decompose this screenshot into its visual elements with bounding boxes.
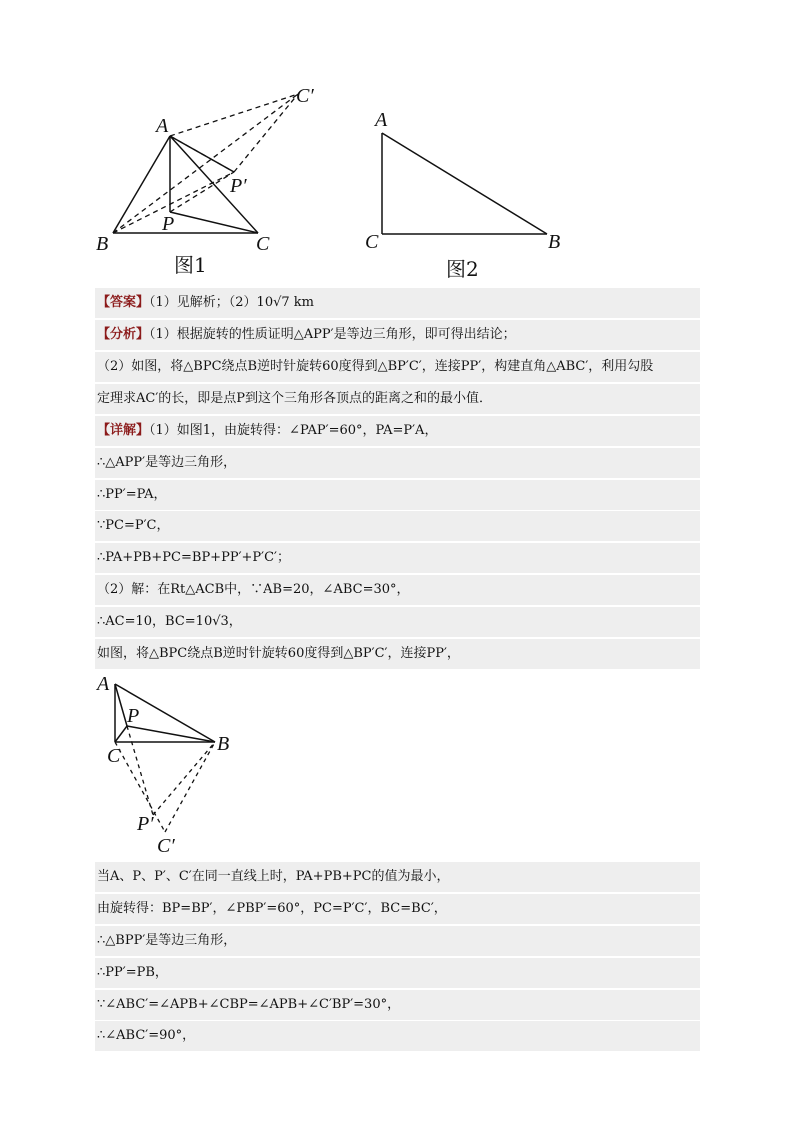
figure-2	[360, 100, 580, 285]
detail-line-12: ∴PP′=PB，	[95, 958, 700, 988]
analysis-line-2: （2）如图，将△BPC绕点B逆时针旋转60度得到△BP′C′，连接PP′，构建直角△ABC′，利用勾股	[95, 352, 700, 382]
detail-line-8: 如图，将△BPC绕点B逆时针旋转60度得到△BP′C′，连接PP′，	[95, 639, 700, 669]
detail-line-13: ∵∠ABC′=∠APB+∠CBP=∠APB+∠C′BP′=30°，	[95, 990, 700, 1020]
fig3-label-B: B	[217, 733, 230, 755]
fig1-label-Pp: P′	[230, 175, 247, 197]
fig1-label-C: C	[256, 233, 270, 255]
detail-line-14: ∴∠ABC′=90°，	[95, 1021, 700, 1051]
detail-line-5: ∴PA+PB+PC=BP+PP′+P′C′；	[95, 543, 700, 573]
analysis-line-3: 定理求AC′的长，即是点P到这个三角形各顶点的距离之和的最小值．	[95, 384, 700, 414]
fig2-label-C: C	[365, 231, 379, 253]
fig2-caption: 图2	[446, 257, 479, 281]
detail-line-11: ∴△BPP′是等边三角形，	[95, 926, 700, 956]
analysis-line-1: 【分析】（1）根据旋转的性质证明△APP′是等边三角形，即可得出结论；	[95, 320, 700, 350]
detail-line-7: ∴AC=10，BC=10√3，	[95, 607, 700, 637]
detail-line-10: 由旋转得：BP=BP′，∠PBP′=60°，PC=P′C′，BC=BC′，	[95, 894, 700, 924]
detail-line-6: （2）解：在Rt△ACB中，∵AB=20，∠ABC=30°，	[95, 575, 700, 605]
figure-1	[90, 80, 340, 280]
detail-line-4: ∵PC=P′C，	[95, 511, 700, 541]
fig2-label-B: B	[548, 231, 561, 253]
detail-line-3: ∴PP′=PA，	[95, 480, 700, 510]
detail-line-2: ∴△APP′是等边三角形，	[95, 448, 700, 478]
fig3-label-C: C	[107, 745, 121, 767]
fig1-label-P: P	[162, 213, 175, 235]
fig1-caption: 图1	[174, 253, 207, 277]
answer-line: 【答案】（1）见解析；（2）10√7 km	[95, 288, 700, 318]
figure-3	[95, 670, 245, 860]
detail-line-9: 当A、P、P′、C′在同一直线上时，PA+PB+PC的值为最小，	[95, 862, 700, 892]
fig3-label-Pp: P′	[137, 813, 154, 835]
fig1-label-Cp: C′	[296, 85, 314, 107]
fig2-label-A: A	[375, 109, 388, 131]
fig3-label-Cp: C′	[157, 835, 175, 857]
detail-line-1: 【详解】（1）如图1，由旋转得：∠PAP′=60°，PA=P′A，	[95, 416, 700, 446]
fig1-label-B: B	[96, 233, 109, 255]
fig3-label-A: A	[97, 673, 110, 695]
fig1-label-A: A	[156, 115, 169, 137]
fig3-label-P: P	[127, 705, 140, 727]
